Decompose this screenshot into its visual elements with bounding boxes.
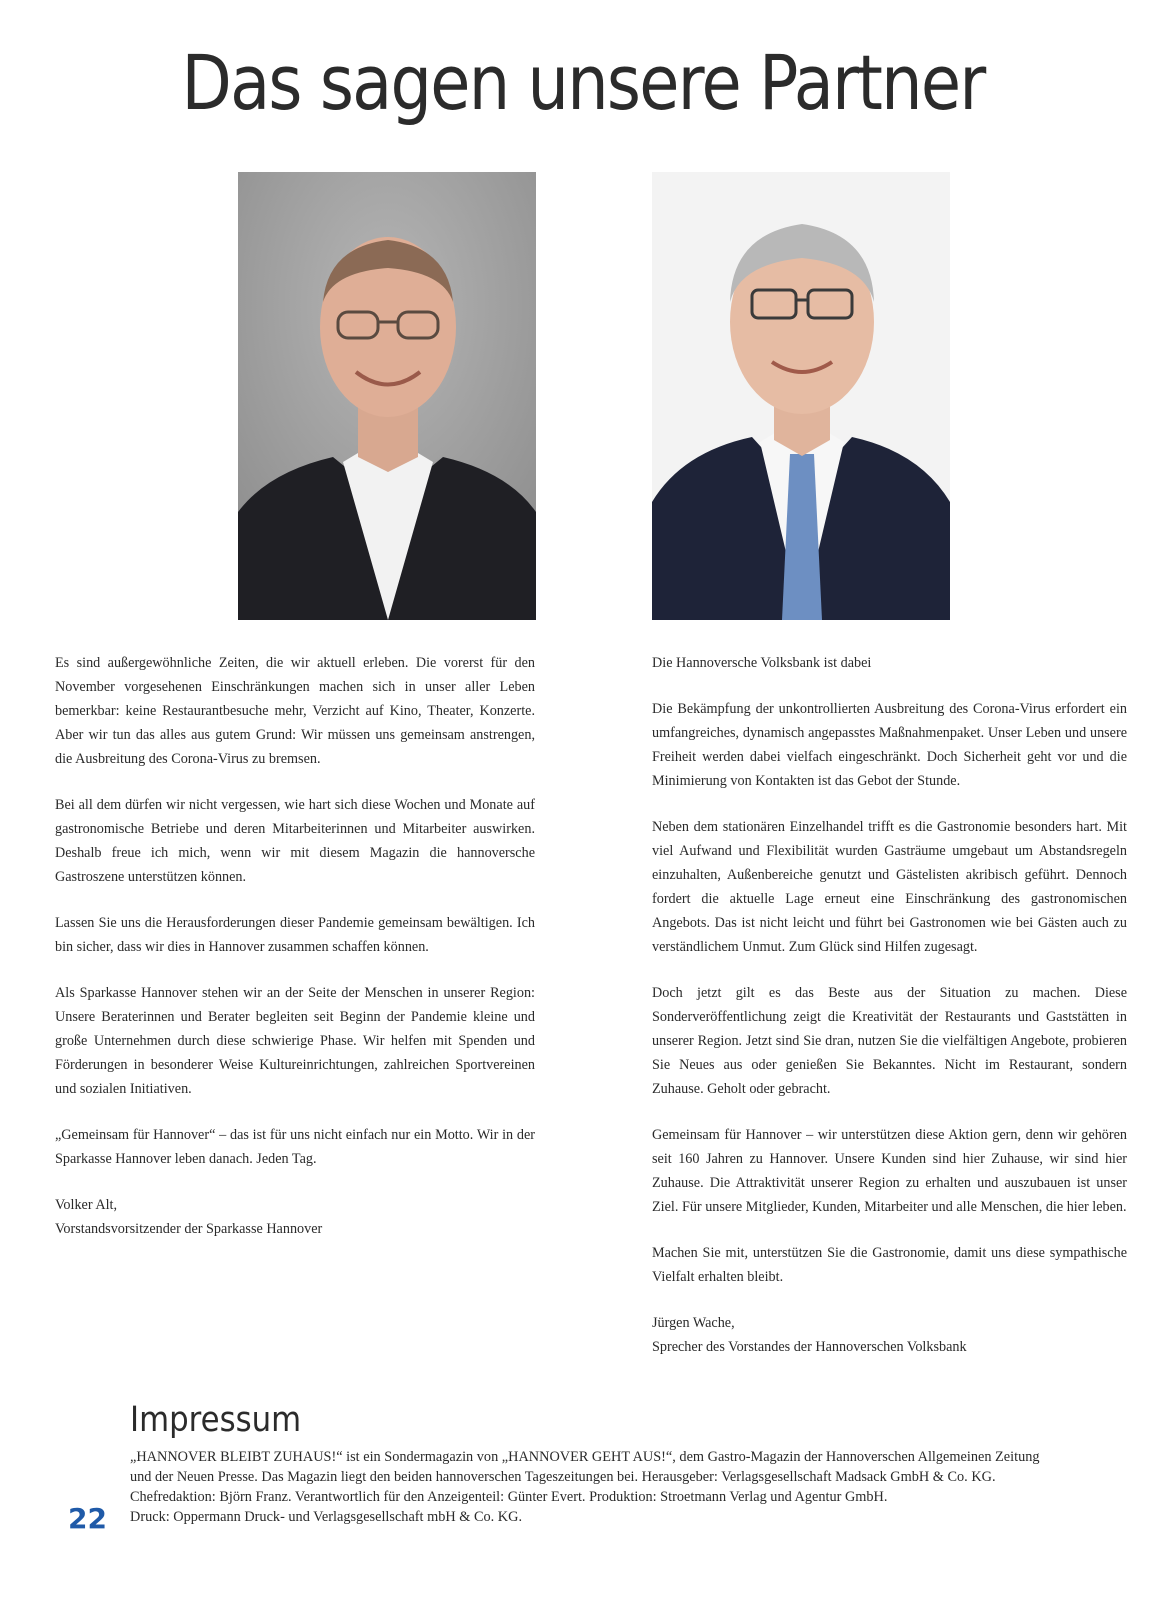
signature-name: Volker Alt, [55,1197,118,1213]
column-heading: Die Hannoversche Volksbank ist dabei [652,655,872,671]
impressum-text [130,1447,1130,1527]
paragraph: Doch jetzt gilt es das Beste aus der Situation zu machen. Diese Sonderveröffentlichung zeigt die Kreativität der Restaurants und Gaststätten in unserer Region. Jetzt sind Sie dran, nutzen Sie die vielfältigen Angebote, probieren Sie Neues aus oder genießen Sie Bekanntes. Nicht im Restaurant, sondern Zuhause. Geholt oder gebracht. [652,985,1127,1097]
impressum-line: Druck: Oppermann Druck- und Verlagsgesellschaft mbH & Co. KG. [130,1509,523,1525]
impressum-line: „HANNOVER BLEIBT ZUHAUS!“ ist ein Sondermagazin von „HANNOVER GEHT AUS!“, dem Gastro-Magazin der Hannoverschen Allgemeinen Zeitung [130,1449,1040,1465]
impressum-line: und der Neuen Presse. Das Magazin liegt den beiden hannoverschen Tageszeitungen bei. Herausgeber: Verlagsgesellschaft Madsack GmbH & Co. KG. [130,1469,996,1485]
paragraph: Lassen Sie uns die Herausforderungen dieser Pandemie gemeinsam bewältigen. Ich bin sicher, dass wir dies in Hannover zusammen schaffen können. [55,915,535,955]
portrait-photo-left [238,172,536,620]
left-column-text [55,651,535,1241]
right-column-text [652,651,1127,1359]
paragraph: Als Sparkasse Hannover stehen wir an der Seite der Menschen in unserer Region: Unsere Beraterinnen und Berater begleiten seit Beginn der Pandemie kleine und große Unternehmen durch diese schwierige Phase. Wir helfen mit Spenden und Förderungen in besonderer Weise Kultureinrichtungen, zahlreichen Sportvereinen und sozialen Initiativen. [55,985,535,1097]
paragraph: Bei all dem dürfen wir nicht vergessen, wie hart sich diese Wochen und Monate auf gastronomische Betriebe und deren Mitarbeiterinnen und Mitarbeiter auswirken. Deshalb freue ich mich, wenn wir mit diesem Magazin die hannoversche Gastroszene unterstützen können. [55,797,535,885]
paragraph: Machen Sie mit, unterstützen Sie die Gastronomie, damit uns diese sympathische Vielfalt erhalten bleibt. [652,1245,1127,1285]
paragraph: „Gemeinsam für Hannover“ – das ist für uns nicht einfach nur ein Motto. Wir in der Sparkasse Hannover leben danach. Jeden Tag. [55,1127,535,1167]
signature-name: Jürgen Wache, [652,1315,735,1331]
paragraph: Gemeinsam für Hannover – wir unterstützen diese Aktion gern, denn wir gehören seit 160 Jahren zu Hannover. Unsere Kunden sind hier Zuhause, wir sind hier Zuhause. Die Attraktivität unserer Region zu erhalten und auszubauen ist unser Ziel. Für unsere Mitglieder, Kunden, Mitarbeiter und alle Menschen, die hier leben. [652,1127,1127,1215]
paragraph: Die Bekämpfung der unkontrollierten Ausbreitung des Corona-Virus erfordert ein umfangreiches, dynamisch angepasstes Maßnahmenpaket. Unser Leben und unsere Freiheit werden dabei vielfach eingeschränkt. Doch Sicherheit geht vor und die Minimierung von Kontakten ist das Gebot der Stunde. [652,701,1127,789]
portrait-photo-right [652,172,950,620]
impressum-line: Chefredaktion: Björn Franz. Verantwortlich für den Anzeigenteil: Günter Evert. Produktion: Stroetmann Verlag und Agentur GmbH. [130,1489,888,1505]
signature-title: Sprecher des Vorstandes der Hannoverschen Volksbank [652,1339,967,1355]
paragraph: Neben dem stationären Einzelhandel trifft es die Gastronomie besonders hart. Mit viel Aufwand und Flexibilität wurden Gasträume umgebaut um Abstandsregeln einzuhalten, Außenbereiche genutzt und Gästelisten akribisch geführt. Dennoch fordert die aktuelle Lage erneut eine Einschränkung des gastronomischen Angebots. Das ist nicht leicht und führt bei Gastronomen wie bei Gästen auch zu verständlichem Unmut. Zum Glück sind Hilfen zugesagt. [652,819,1127,955]
paragraph: Es sind außergewöhnliche Zeiten, die wir aktuell erleben. Die vorerst für den November vorgesehenen Einschränkungen machen sich in unser aller Leben bemerkbar: keine Restaurantbesuche mehr, Verzicht auf Kino, Theater, Konzerte. Aber wir tun das alles aus gutem Grund: Wir müssen uns gemeinsam anstrengen, die Ausbreitung des Corona-Virus zu bremsen. [55,655,535,767]
page-number: 22 [68,1502,107,1535]
impressum-heading: Impressum [130,1400,302,1440]
signature-title: Vorstandsvorsitzender der Sparkasse Hannover [55,1221,323,1237]
page-title: Das sagen unsere Partner [181,38,985,127]
